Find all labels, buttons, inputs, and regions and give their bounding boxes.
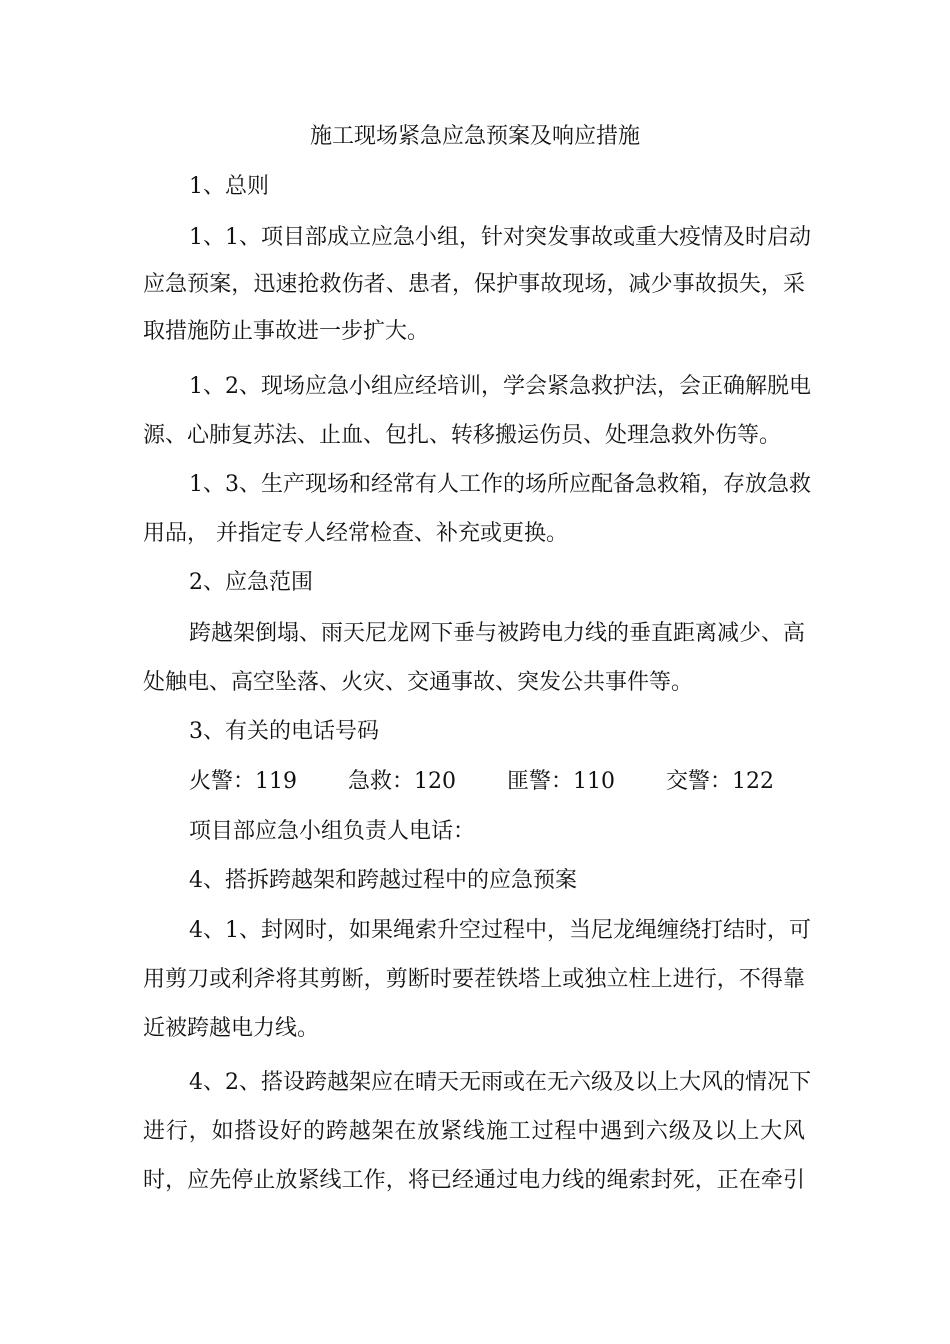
- police-phone: 匪警：110: [507, 769, 615, 794]
- document-title: 施工现场紧急应急预案及响应措施: [309, 124, 640, 149]
- paragraph-line: 处触电、高空坠落、火灾、交通事故、突发公共事件等。: [143, 670, 694, 695]
- paragraph-line: 用品， 并指定专人经常检查、补充或更换。: [143, 521, 568, 546]
- heading-phone-numbers: 3、有关的电话号码: [189, 719, 379, 744]
- paragraph-line: 4、1、封网时，如果绳索升空过程中，当尼龙绳缠绕打结时，可: [189, 918, 811, 943]
- paragraph-line: 取措施防止事故进一步扩大。: [143, 319, 430, 344]
- paragraph-line: 近被跨越电力线。: [143, 1016, 320, 1041]
- traffic-phone: 交警：122: [666, 769, 774, 794]
- fire-phone: 火警：119: [189, 769, 297, 794]
- paragraph-line: 1、1、项目部成立应急小组，针对突发事故或重大疫情及时启动: [189, 225, 811, 250]
- heading-scope: 2、应急范围: [189, 570, 313, 595]
- heading-emergency-plan: 4、搭拆跨越架和跨越过程中的应急预案: [189, 868, 577, 893]
- heading-general: 1、总则: [189, 174, 269, 199]
- paragraph-line: 用剪刀或利斧将其剪断，剪断时要茬铁塔上或独立柱上进行，不得靠: [143, 967, 805, 992]
- phone-number-row: [189, 767, 774, 797]
- paragraph-line: 进行，如搭设好的跨越架在放紧线施工过程中遇到六级及以上大风: [143, 1119, 805, 1144]
- paragraph-line: 应急预案，迅速抢救伤者、患者，保护事故现场，减少事故损失，采: [143, 272, 805, 297]
- paragraph-line: 1、2、现场应急小组应经培训，学会紧急救护法，会正确解脱电: [189, 374, 811, 399]
- ambulance-phone: 急救：120: [348, 769, 456, 794]
- paragraph-line: 1、3、生产现场和经常有人工作的场所应配备急救箱，存放急救: [189, 472, 811, 497]
- paragraph-line: 4、2、搭设跨越架应在晴天无雨或在无六级及以上大风的情况下: [189, 1070, 811, 1095]
- paragraph-line: 时，应先停止放紧线工作，将已经通过电力线的绳索封死，正在牵引: [143, 1168, 805, 1193]
- paragraph-line: 跨越架倒塌、雨天尼龙网下垂与被跨电力线的垂直距离减少、高: [189, 621, 806, 646]
- paragraph-line: 源、心肺复苏法、止血、包扎、转移搬运伤员、处理急救外伤等。: [143, 423, 782, 448]
- paragraph-line: 项目部应急小组负责人电话：: [189, 819, 476, 844]
